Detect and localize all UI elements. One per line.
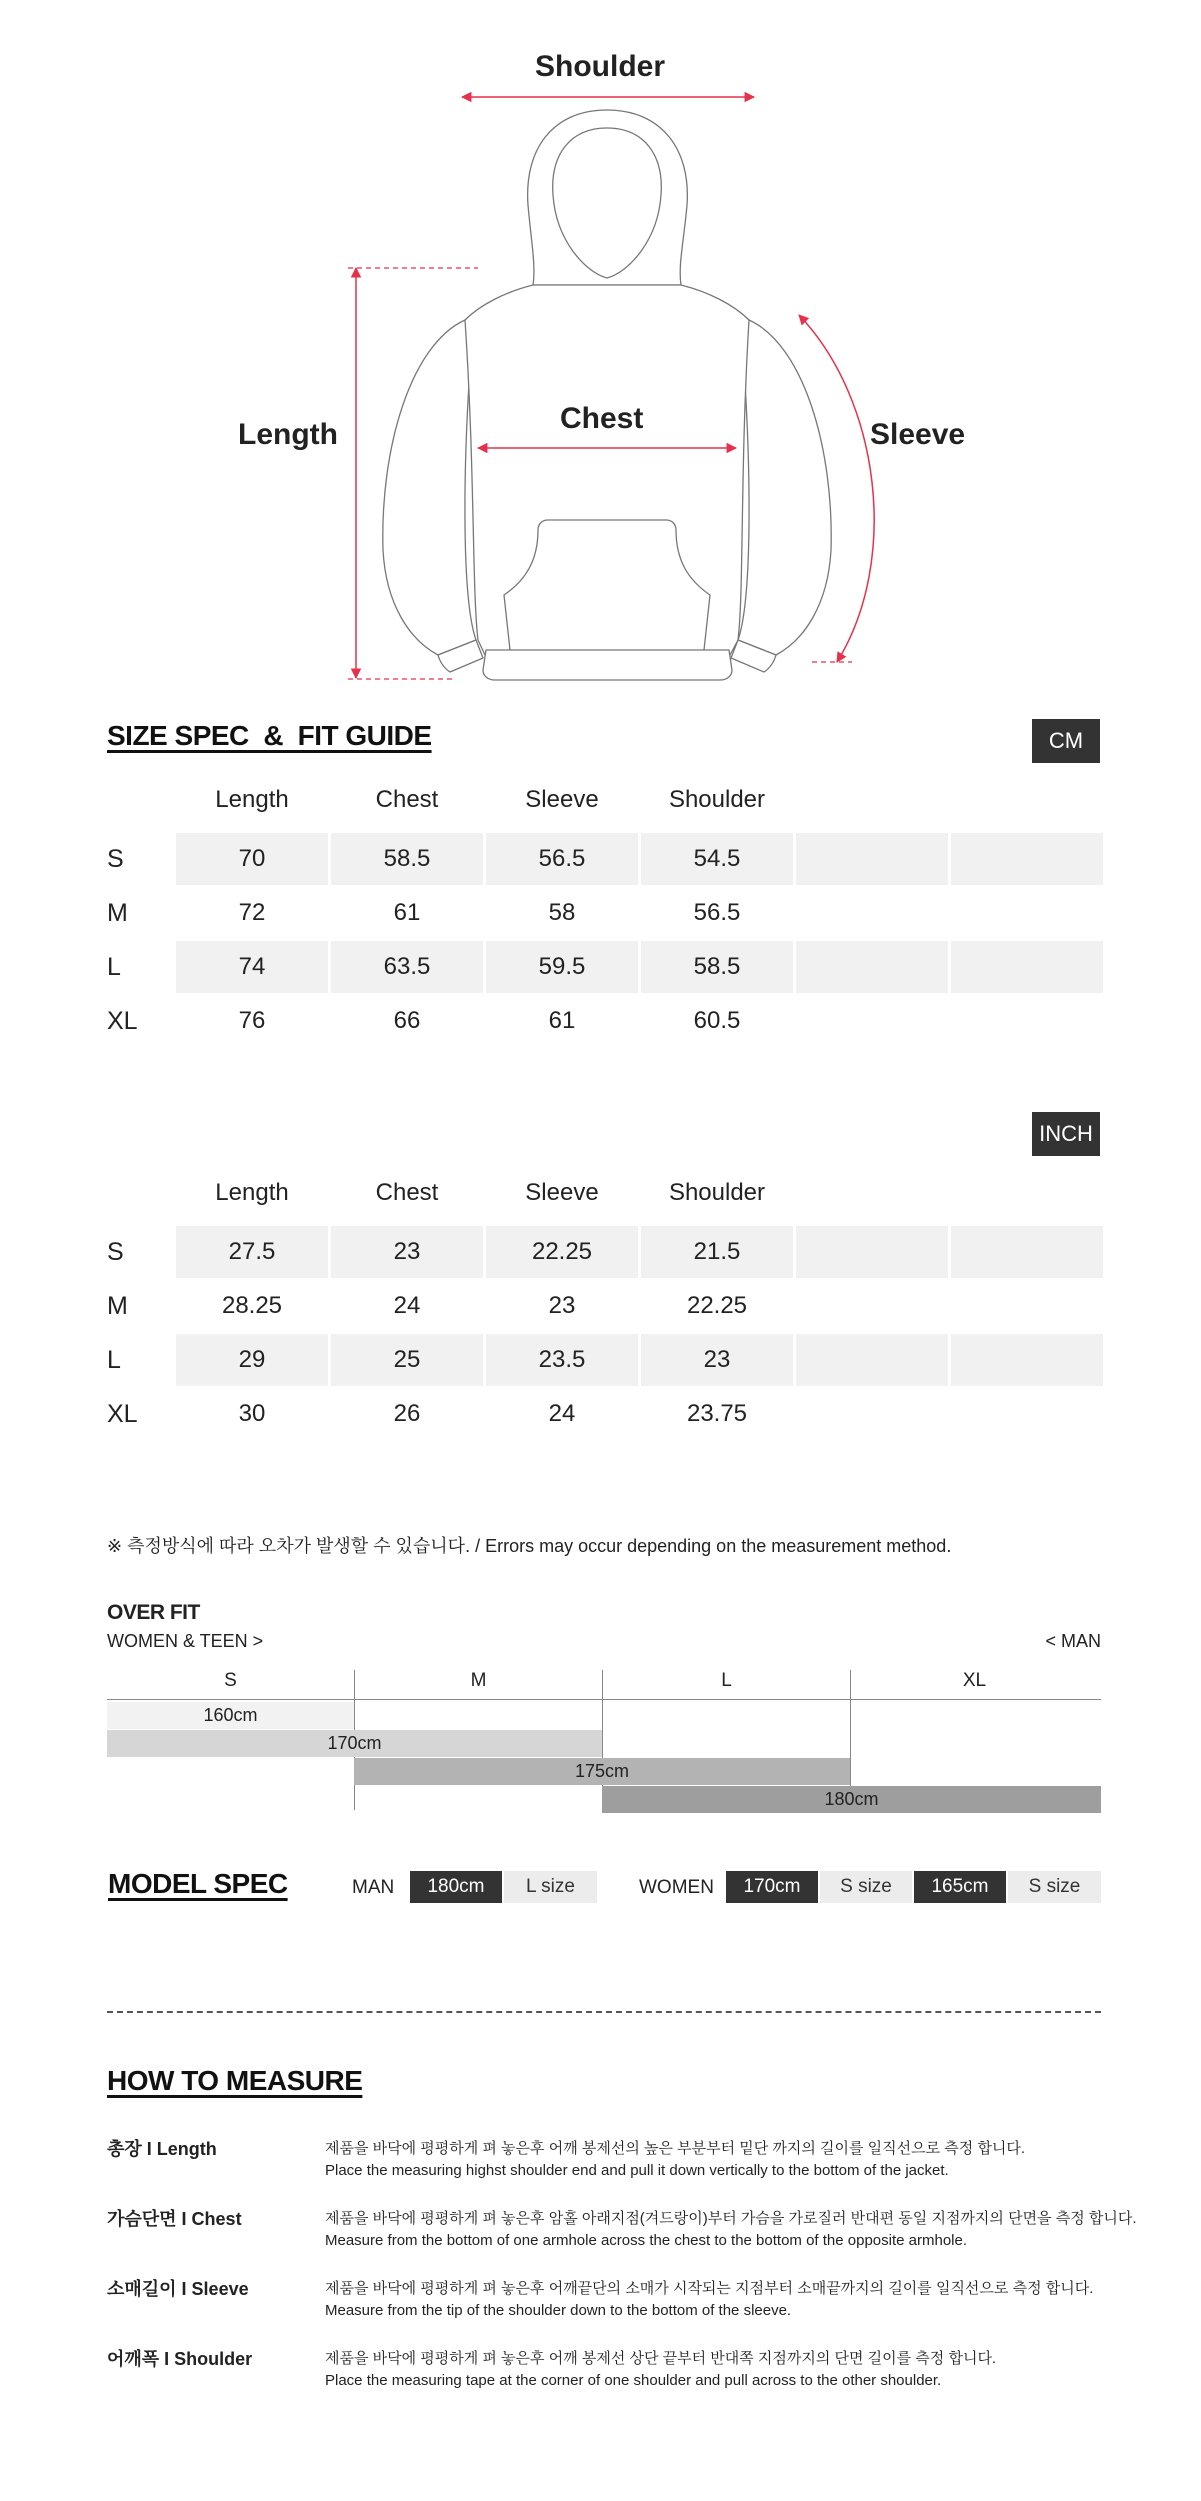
model-women-height-2: 165cm <box>914 1871 1006 1903</box>
column-header-chest: Chest <box>375 786 439 813</box>
table-cell: 60.5 <box>693 1007 741 1034</box>
hoodie-illustration <box>0 0 1201 700</box>
table-cell: 23 <box>331 1226 483 1278</box>
table-cell: 24 <box>548 1400 576 1427</box>
table-cell-empty <box>796 941 948 993</box>
model-man-size: L size <box>504 1871 597 1903</box>
inch-unit-badge: INCH <box>1032 1112 1100 1156</box>
table-cell-empty <box>951 833 1103 885</box>
fit-size-xl: XL <box>962 1670 987 1691</box>
measure-title: 가슴단면 I Chest <box>107 2209 242 2229</box>
table-cell: 30 <box>238 1400 266 1427</box>
size-label: S <box>107 845 124 873</box>
table-cell: 23.75 <box>686 1400 748 1427</box>
column-header-sleeve: Sleeve <box>525 1179 599 1206</box>
table-cell: 70 <box>176 833 328 885</box>
table-cell: 56.5 <box>693 899 741 926</box>
table-cell: 61 <box>548 1007 576 1034</box>
fit-bar-160cm: 160cm <box>107 1702 354 1729</box>
fit-bar-175cm: 175cm <box>354 1758 850 1785</box>
table-cell: 66 <box>393 1007 421 1034</box>
how-to-measure-heading: HOW TO MEASURE <box>107 2065 363 2096</box>
table-row <box>107 991 1103 1045</box>
fit-size-l: L <box>721 1670 732 1691</box>
table-cell: 59.5 <box>486 941 638 993</box>
column-header-sleeve: Sleeve <box>525 786 599 813</box>
column-header-shoulder: Shoulder <box>668 786 766 813</box>
table-cell: 23 <box>641 1334 793 1386</box>
table-cell: 25 <box>331 1334 483 1386</box>
table-cell: 23.5 <box>486 1334 638 1386</box>
measure-desc-en: Place the measuring tape at the corner of one shoulder and pull across to the other shoulder. <box>325 2372 942 2389</box>
table-cell: 26 <box>393 1400 421 1427</box>
measurement-error-note: ※ 측정방식에 따라 오차가 발생할 수 있습니다. / Errors may occur depending on the measurement method. <box>107 1536 952 1556</box>
table-cell: 58 <box>548 899 576 926</box>
diagram-label-length: Length <box>238 418 338 451</box>
table-cell: 21.5 <box>641 1226 793 1278</box>
table-row <box>107 883 1103 937</box>
women-teen-label: WOMEN & TEEN > <box>107 1631 264 1651</box>
size-label: XL <box>107 1007 138 1035</box>
size-label: S <box>107 1238 124 1266</box>
over-fit-title: OVER FIT <box>107 1601 200 1624</box>
diagram-label-sleeve: Sleeve <box>870 418 966 451</box>
table-cell: 61 <box>393 899 421 926</box>
model-women-size-2: S size <box>1008 1871 1101 1903</box>
table-header-row <box>107 780 1103 820</box>
fit-guide-chart <box>107 1670 1101 1815</box>
table-cell: 28.25 <box>221 1292 283 1319</box>
fit-size-m: M <box>470 1670 487 1691</box>
model-women-height-1: 170cm <box>726 1871 818 1903</box>
size-label: M <box>107 899 128 927</box>
measure-desc-ko: 제품을 바닥에 평평하게 펴 놓은후 어깨 봉제선 상단 끝부터 반대쪽 지점까지의 단면 길이를 측정 합니다. <box>325 2350 997 2367</box>
diagram-label-shoulder: Shoulder <box>535 50 666 83</box>
column-header-length: Length <box>215 786 289 813</box>
table-cell: 72 <box>238 899 266 926</box>
table-cell-empty <box>796 833 948 885</box>
table-row <box>107 1384 1103 1438</box>
hoodie-diagram <box>0 0 1201 700</box>
table-cell: 27.5 <box>176 1226 328 1278</box>
table-cell: 22.25 <box>486 1226 638 1278</box>
fit-size-s: S <box>224 1670 237 1691</box>
measure-desc-ko: 제품을 바닥에 평평하게 펴 놓은후 암홀 아래지점(겨드랑이)부터 가슴을 가로질러 반대편 동일 지점까지의 단면을 측정 합니다. <box>325 2210 1137 2227</box>
measure-title: 총장 I Length <box>107 2139 217 2159</box>
table-cell: 24 <box>393 1292 421 1319</box>
table-cell: 56.5 <box>486 833 638 885</box>
column-header-chest: Chest <box>375 1179 439 1206</box>
table-row <box>107 1276 1103 1330</box>
measure-desc-en: Measure from the tip of the shoulder down to the bottom of the sleeve. <box>325 2302 792 2319</box>
fit-bar-180cm: 180cm <box>602 1786 1101 1813</box>
column-header-length: Length <box>215 1179 289 1206</box>
cm-unit-badge: CM <box>1032 719 1100 763</box>
measure-desc-en: Measure from the bottom of one armhole across the chest to the bottom of the opposite armhole. <box>325 2232 968 2249</box>
measure-desc-en: Place the measuring highst shoulder end and pull it down vertically to the bottom of the jacket. <box>325 2162 949 2179</box>
model-man-label: MAN <box>352 1877 395 1898</box>
table-cell-empty <box>951 1334 1103 1386</box>
table-row <box>107 829 1103 883</box>
size-spec-heading: SIZE SPEC & FIT GUIDE <box>107 720 432 751</box>
model-spec-row <box>352 1871 1102 1903</box>
table-cell-empty <box>796 1226 948 1278</box>
table-header-row <box>107 1173 1103 1213</box>
table-cell: 74 <box>176 941 328 993</box>
table-cell: 76 <box>238 1007 266 1034</box>
table-cell: 58.5 <box>331 833 483 885</box>
column-header-shoulder: Shoulder <box>668 1179 766 1206</box>
dashed-separator <box>107 2011 1101 2013</box>
size-table-inch <box>107 1173 1103 1438</box>
table-cell: 58.5 <box>641 941 793 993</box>
table-cell: 29 <box>176 1334 328 1386</box>
table-cell: 63.5 <box>331 941 483 993</box>
measure-title: 어깨폭 I Shoulder <box>107 2349 253 2369</box>
table-row <box>107 1222 1103 1276</box>
table-cell-empty <box>951 1226 1103 1278</box>
fit-baseline <box>107 1699 1101 1700</box>
measure-desc-ko: 제품을 바닥에 평평하게 펴 놓은후 어깨끝단의 소매가 시작되는 지점부터 소매끝까지의 길이를 일직선으로 측정 합니다. <box>325 2280 1094 2297</box>
size-label: L <box>107 1346 121 1374</box>
size-label: M <box>107 1292 128 1320</box>
measure-desc-ko: 제품을 바닥에 평평하게 펴 놓은후 어깨 봉제선의 높은 부분부터 밑단 까지의 길이를 일직선으로 측정 합니다. <box>325 2140 1026 2157</box>
model-women-size-1: S size <box>820 1871 912 1903</box>
table-cell: 54.5 <box>641 833 793 885</box>
diagram-label-chest: Chest <box>560 402 644 435</box>
man-label: < MAN <box>1045 1631 1101 1651</box>
table-row <box>107 937 1103 991</box>
table-row <box>107 1330 1103 1384</box>
table-cell-empty <box>951 941 1103 993</box>
table-cell-empty <box>796 1334 948 1386</box>
size-table-cm <box>107 780 1103 1045</box>
model-spec-heading: MODEL SPEC <box>108 1868 288 1899</box>
model-women-label: WOMEN <box>639 1877 714 1898</box>
table-cell: 22.25 <box>686 1292 748 1319</box>
measure-title: 소매길이 I Sleeve <box>107 2279 249 2299</box>
size-label: XL <box>107 1400 138 1428</box>
model-man-height: 180cm <box>410 1871 502 1903</box>
size-label: L <box>107 953 121 981</box>
table-cell: 23 <box>548 1292 576 1319</box>
fit-bar-170cm: 170cm <box>107 1730 602 1757</box>
